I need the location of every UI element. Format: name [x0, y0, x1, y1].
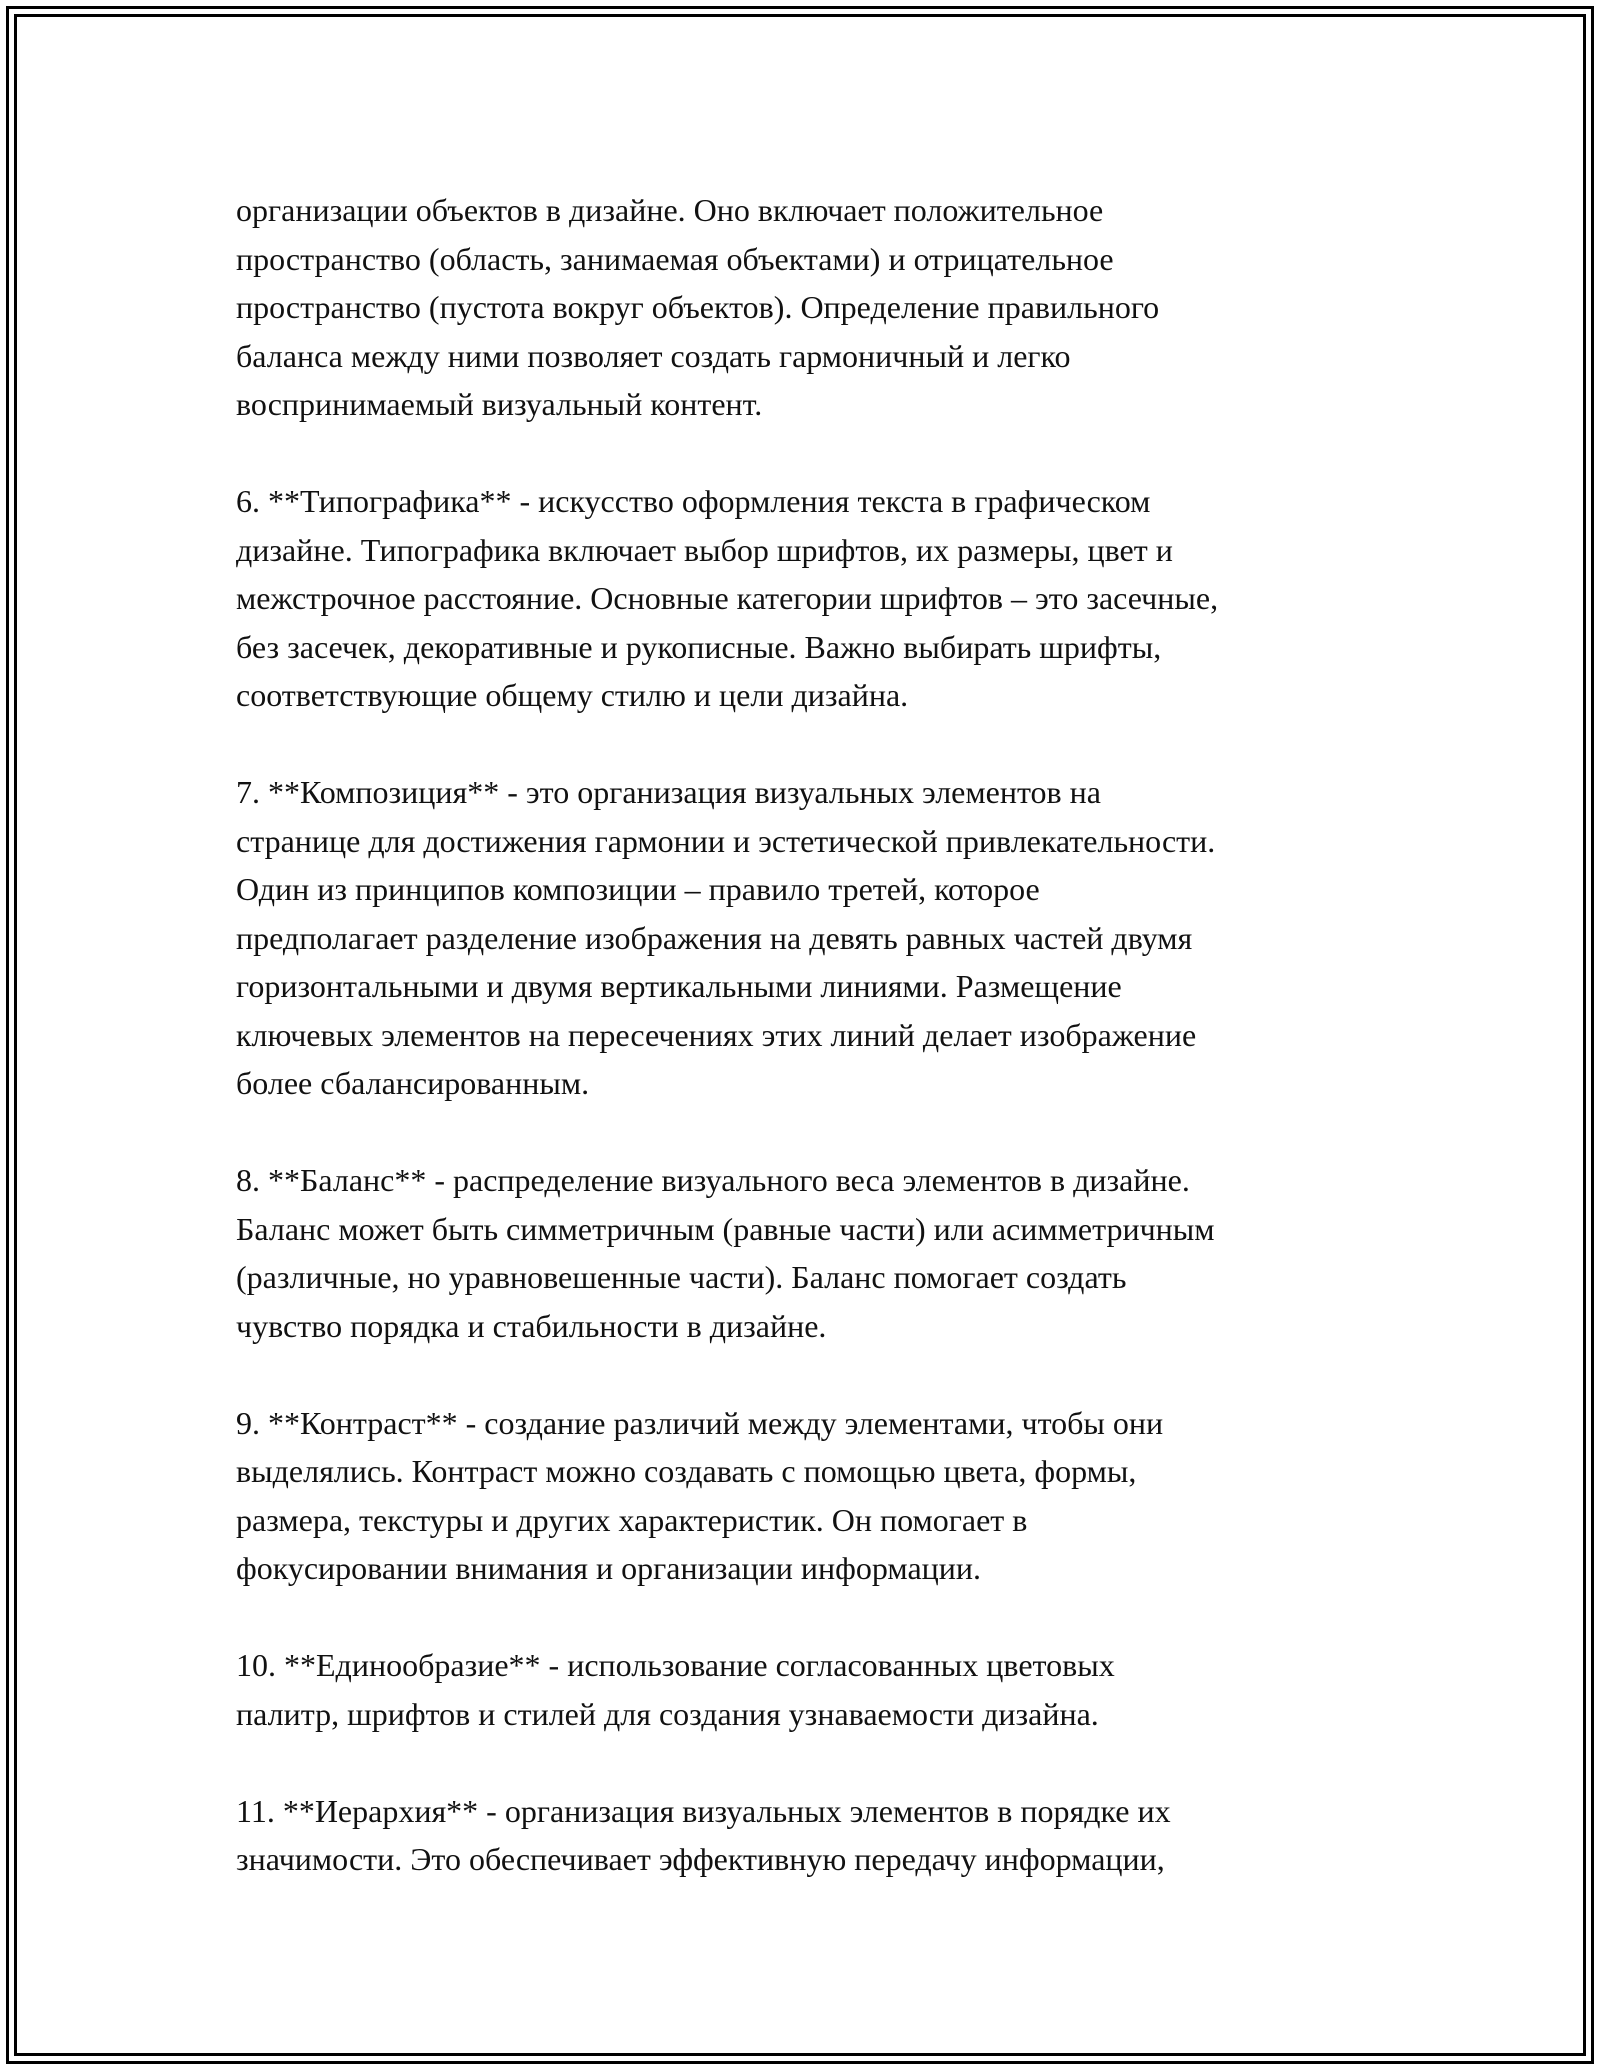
text-line: горизонтальными и двумя вертикальными линиями. Размещение	[236, 968, 1122, 1004]
text-line: 10. **Единообразие** - использование согласованных цветовых	[236, 1647, 1115, 1683]
text-line: палитр, шрифтов и стилей для создания узнаваемости дизайна.	[236, 1695, 1099, 1732]
text-line: чувство порядка и стабильности в дизайне.	[236, 1307, 827, 1344]
text-line: баланса между ними позволяет создать гармоничный и легко	[236, 337, 1071, 374]
paragraph-balance	[236, 1156, 1386, 1350]
text-line: 8. **Баланс** - распределение визуального веса элементов в дизайне.	[236, 1162, 1190, 1198]
text-line: значимости. Это обеспечивает эффективную передачу информации,	[236, 1841, 1165, 1877]
text-line: предполагает разделение изображения на девять равных частей двумя	[236, 919, 1193, 956]
text-line: Баланс может быть симметричным (равные части) или асимметричным	[236, 1210, 1215, 1247]
text-line: без засечек, декоративные и рукописные. Важно выбирать шрифты,	[236, 628, 1162, 665]
paragraph-consistency	[236, 1641, 1386, 1738]
text-line: выделялись. Контраст можно создавать с помощью цвета, формы,	[236, 1453, 1137, 1489]
text-line: ключевых элементов на пересечениях этих линий делает изображение	[236, 1016, 1197, 1053]
text-line: Один из принципов композиции – правило третей, которое	[236, 871, 1040, 907]
text-line: странице для достижения гармонии и эстетической привлекательности.	[236, 822, 1216, 859]
text-line: 7. **Композиция** - это организация визуальных элементов на	[236, 774, 1101, 810]
document-body	[236, 186, 1386, 1932]
text-line: пространство (область, занимаемая объектами) и отрицательное	[236, 240, 1114, 277]
text-line: 9. **Контраст** - создание различий между элементами, чтобы они	[236, 1404, 1164, 1441]
text-line: соответствующие общему стилю и цели дизайна.	[236, 677, 909, 713]
paragraph-space	[236, 186, 1386, 429]
text-line: (различные, но уравновешенные части). Баланс помогает создать	[236, 1259, 1127, 1295]
text-line: дизайне. Типографика включает выбор шрифтов, их размеры, цвет и	[236, 531, 1173, 568]
paragraph-contrast	[236, 1399, 1386, 1593]
paragraph-typography	[236, 477, 1386, 720]
text-line: более сбалансированным.	[236, 1065, 590, 1101]
text-line: 11. **Иерархия** - организация визуальных элементов в порядке их	[236, 1792, 1171, 1829]
text-line: пространство (пустота вокруг объектов). Определение правильного	[236, 289, 1160, 325]
text-line: фокусировании внимания и организации информации.	[236, 1550, 982, 1586]
text-line: межстрочное расстояние. Основные категории шрифтов – это засечные,	[236, 580, 1219, 616]
text-line: размера, текстуры и других характеристик. Он помогает в	[236, 1501, 1028, 1538]
text-line: организации объектов в дизайне. Оно включает положительное	[236, 192, 1104, 228]
text-line: 6. **Типографика** - искусство оформления текста в графическом	[236, 483, 1151, 519]
text-line: воспринимаемый визуальный контент.	[236, 386, 763, 422]
paragraph-composition	[236, 768, 1386, 1108]
paragraph-hierarchy	[236, 1787, 1386, 1884]
